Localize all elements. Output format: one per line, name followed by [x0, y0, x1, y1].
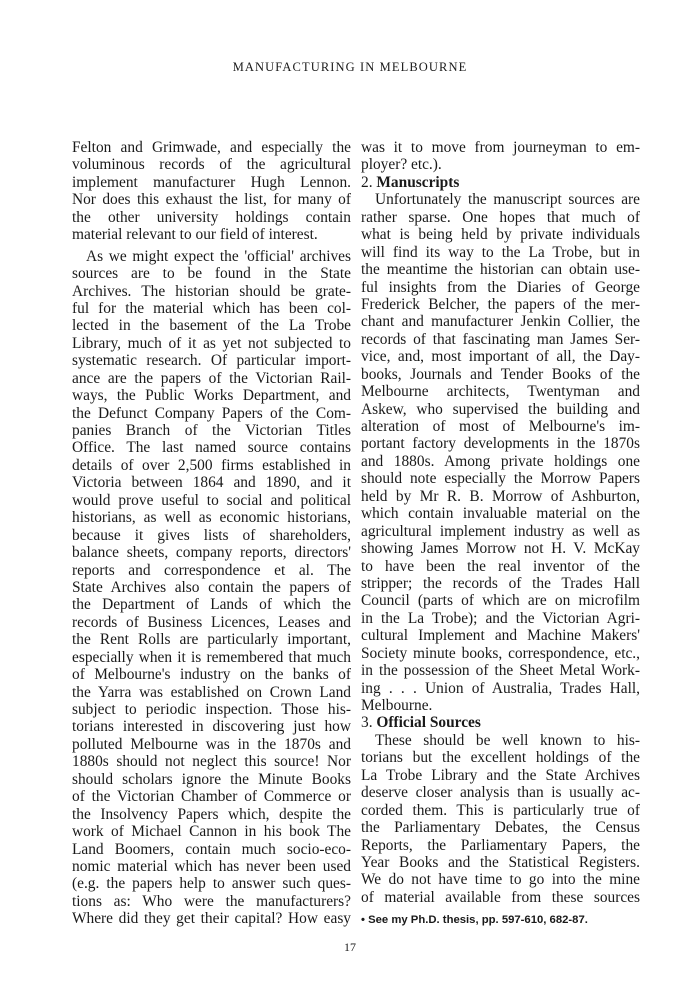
text-line: the Yarra was established on Crown Land [72, 683, 351, 701]
text-line: sources are to be found in the State [72, 265, 351, 283]
text-line: reports and correspondence et al. The [72, 561, 351, 579]
text-line: lected in the basement of the La Trobe [72, 317, 351, 335]
text-line: stripper; the records of the Trades Hall [361, 574, 640, 592]
text-line: Frederick Belcher, the papers of the mer- [361, 295, 640, 313]
text-line: (e.g. the papers help to answer such ques- [72, 875, 351, 893]
text-line: polluted Melbourne was in the 1870s and [72, 735, 351, 753]
text-line: torians but the excellent holdings of the [361, 749, 640, 767]
text-line: portant factory developments in the 1870s [361, 435, 640, 453]
text-line: because it gives lists of shareholders, [72, 526, 351, 544]
text-line: showing James Morrow not H. V. McKay [361, 540, 640, 558]
text-line: books, Journals and Tender Books of the [361, 365, 640, 383]
text-line: should scholars ignore the Minute Books [72, 770, 351, 788]
text-line: which contain invaluable material on the [361, 505, 640, 523]
text-line: Unfortunately the manuscript sources are [375, 191, 640, 209]
text-line: in the La Trobe); and the Victorian Agri- [361, 609, 640, 627]
text-line: As we might expect the 'official' archives [86, 247, 351, 265]
text-line: of material available from these sources [361, 888, 640, 906]
text-line: to have been the real inventor of the [361, 557, 640, 575]
text-line: cultural Implement and Machine Makers' [361, 627, 640, 645]
section-title: Manuscripts [376, 173, 460, 191]
text-line: Felton and Grimwade, and especially the [72, 139, 351, 156]
running-head: MANUFACTURING IN MELBOURNE [232, 60, 468, 74]
section-heading [361, 714, 640, 731]
text-line: Where did they get their capital? How easy [72, 910, 351, 928]
text-line: Society minute books, correspondence, etc., [361, 644, 640, 662]
text-line: chant and manufacturer Jenkin Collier, the [361, 313, 640, 331]
text-line: La Trobe Library and the State Archives [361, 766, 640, 784]
text-line: the Defunct Company Papers of the Com- [72, 404, 351, 422]
section-title: Official Sources [376, 714, 481, 732]
text-line: the Department of Lands of which the [72, 596, 351, 614]
text-line: the meantime the historian can obtain use- [361, 261, 640, 279]
left-column [72, 139, 351, 928]
text-line: of Melbourne's industry on the banks of [72, 666, 351, 684]
text-line: Land Boomers, contain much socio-eco- [72, 840, 351, 858]
text-line: the Parliamentary Debates, the Census [361, 819, 640, 837]
text-line: especially when it is remembered that much [72, 648, 351, 666]
text-line: would prove useful to social and political [72, 491, 351, 509]
text-line: agricultural implement industry as well as [361, 522, 640, 540]
text-line: Victoria between 1864 and 1890, and it [72, 474, 351, 492]
text-line: 1880s should not neglect this source! Nor [72, 753, 351, 771]
text-line: State Archives also contain the papers of [72, 578, 351, 596]
text-line: Archives. The historian should be grate- [72, 282, 351, 300]
text-line: balance sheets, company reports, directors' [72, 544, 351, 562]
text-line: records of that fascinating man James Ser- [361, 330, 640, 348]
section-number: 2. [361, 173, 373, 191]
text-line: the Rent Rolls are particularly important, [72, 631, 351, 649]
text-line: ance are the papers of the Victorian Rail- [72, 369, 351, 387]
text-line: Melbourne architects, Twentyman and [361, 383, 640, 401]
text-line: Office. The last named source contains [72, 439, 351, 457]
text-line: ful insights from the Diaries of George [361, 278, 640, 296]
text-line: implement manufacturer Hugh Lennon. [72, 173, 351, 191]
text-line: Library, much of it as yet not subjected to [72, 334, 351, 352]
text-line: We do not have time to go into the mine [361, 871, 640, 889]
text-line: These should be well known to his- [375, 731, 640, 749]
text-line: corded them. This is particularly true of [361, 801, 640, 819]
text-line: and 1880s. Among private holdings one [361, 452, 640, 470]
text-line: should note especially the Morrow Papers [361, 470, 640, 488]
text-line: Askew, who supervised the building and [361, 400, 640, 418]
text-line: of the Victorian Chamber of Commerce or [72, 788, 351, 806]
text-line: work of Michael Cannon in his book The [72, 823, 351, 841]
footnote: • See my Ph.D. thesis, pp. 597-610, 682-87. [361, 914, 588, 927]
text-line: rather sparse. One hopes that much of [361, 208, 640, 226]
text-line: records of Business Licences, Leases and [72, 613, 351, 631]
text-line: systematic research. Of particular import- [72, 352, 351, 370]
text-line: will find its way to the La Trobe, but in [361, 243, 640, 261]
page-number: 17 [344, 940, 356, 954]
right-column [361, 139, 640, 930]
text-line: material relevant to our field of interest. [72, 226, 318, 244]
text-line: Nor does this exhaust the list, for many of [72, 191, 351, 209]
text-line: tions as: Who were the manufacturers? [72, 892, 351, 910]
text-line: historians, as well as economic historians, [72, 509, 351, 527]
text-line: Melbourne. [361, 697, 433, 714]
text-line: deserve closer analysis than is usually ac- [361, 784, 640, 802]
text-line: details of over 2,500 firms established in [72, 456, 351, 474]
text-line: in the possession of the Sheet Metal Work- [361, 662, 640, 680]
text-line: ing . . . Union of Australia, Trades Hall, [361, 679, 640, 697]
text-line: Council (parts of which are on microfilm [361, 592, 640, 610]
text-line: the other university holdings contain [72, 208, 351, 226]
text-line: was it to move from journeyman to em- [361, 139, 640, 156]
text-line: what is being held by private individuals [361, 226, 640, 244]
text-line: vice, and, most important of all, the Day- [361, 348, 640, 366]
text-line: ways, the Public Works Department, and [72, 387, 351, 405]
section-number: 3. [361, 714, 373, 732]
text-line: panies Branch of the Victorian Titles [72, 422, 351, 439]
text-line: ployer? etc.). [361, 156, 442, 174]
text-line: nomic material which has never been used [72, 857, 351, 875]
text-line: the Insolvency Papers which, despite the [72, 805, 351, 823]
text-line: Reports, the Parliamentary Papers, the [361, 836, 640, 854]
text-line: alteration of most of Melbourne's im- [361, 418, 640, 435]
text-line: voluminous records of the agricultural [72, 156, 351, 174]
section-heading [361, 174, 640, 191]
text-line: subject to periodic inspection. Those his- [72, 701, 351, 718]
text-line: torians interested in discovering just how [72, 718, 351, 736]
text-line: Year Books and the Statistical Registers. [361, 853, 640, 871]
text-line: held by Mr R. B. Morrow of Ashburton, [361, 487, 640, 505]
text-line: ful for the material which has been col- [72, 299, 351, 317]
